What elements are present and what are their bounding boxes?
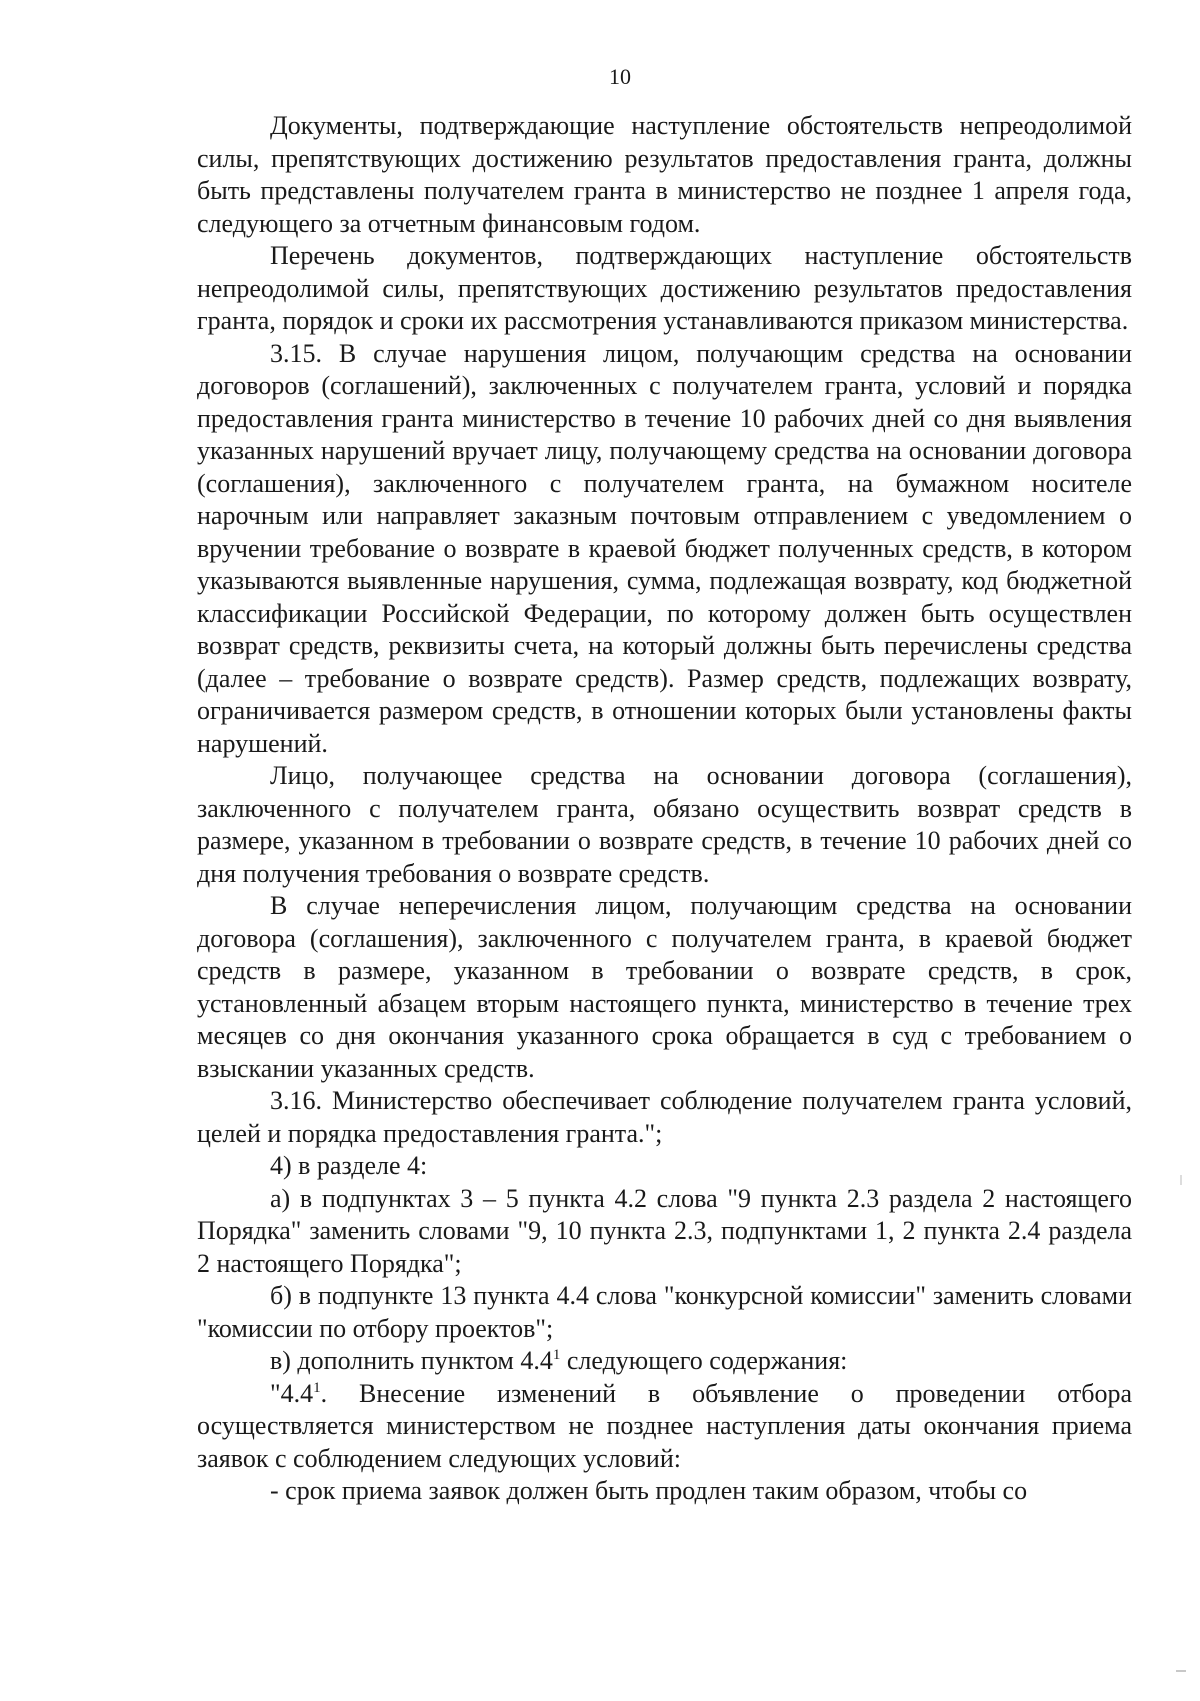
paragraph-item-a: а) в подпунктах 3 – 5 пункта 4.2 слова "9 пункта 2.3 раздела 2 настоящего Порядка" заменить словами "9, 10 пункта 2.3, подпунктами 1, 2 пункта 2.4 раздела 2 настоящего Порядка"; bbox=[197, 1183, 1132, 1278]
page-number: 10 bbox=[609, 64, 631, 89]
paragraph-item-v bbox=[197, 1345, 1132, 1378]
superscript-marker: 1 bbox=[313, 1379, 321, 1396]
paragraph-3-16: 3.16. Министерство обеспечивает соблюдение получателем гранта условий, целей и порядка предоставления гранта."; bbox=[197, 1086, 1132, 1148]
paragraph-force-majeure-documents: Документы, подтверждающие наступление обстоятельств непреодолимой силы, препятствующих достижению результатов предоставления гранта, должны быть представлены получателем гранта в министерство не позднее 1 апреля года, следующего за отчетным финансовым годом. bbox=[197, 111, 1132, 238]
paragraph-item-v-text: в) дополнить пунктом 4.4 bbox=[270, 1346, 553, 1375]
scan-artifact bbox=[1176, 1670, 1186, 1672]
paragraph-section-4: 4) в разделе 4: bbox=[270, 1151, 428, 1180]
paragraph-item-b: б) в подпункте 13 пункта 4.4 слова "конкурсной комиссии" заменить словами "комиссии по отбору проектов"; bbox=[197, 1281, 1132, 1343]
paragraph-4-4-1 bbox=[197, 1378, 1132, 1476]
paragraph-3-15: 3.15. В случае нарушения лицом, получающим средства на основании договоров (соглашений), заключенных с получателем гранта, условий и порядка предоставления гранта министерство в течение 10 рабочих дней со дня выявления указанных нарушений вручает лицу, получающему средства на основании договора (соглашения), заключенного с получателем гранта, на бумажном носителе нарочным или направляет заказным почтовым отправлением с уведомлением о вручении требование о возврате в краевой бюджет полученных средств, в котором указываются выявленные нарушения, сумма, подлежащая возврату, код бюджетной классификации Российской Федерации, по которому должен быть осуществлен возврат средств, реквизиты счета, на который должны быть перечислены средства (далее – требование о возврате средств). Размер средств, подлежащих возврату, ограничивается размером средств, в отношении которых были установлены факты нарушений. bbox=[197, 338, 1132, 758]
paragraph-court-claim: В случае неперечисления лицом, получающим средства на основании договора (соглашения), заключенного с получателем гранта, в краевой бюджет средств в размере, указанном в требовании о возврате средств, в срок, установленный абзацем вторым настоящего пункта, министерство в течение трех месяцев со дня окончания указанного срока обращается в суд с требованием о взыскании указанных средств. bbox=[197, 891, 1132, 1083]
scan-artifact bbox=[1180, 1175, 1182, 1185]
paragraph-documents-list: Перечень документов, подтверждающих наступление обстоятельств непреодолимой силы, препятствующих достижению результатов предоставления гранта, порядок и сроки их рассмотрения устанавливаются приказом министерства. bbox=[197, 241, 1132, 335]
paragraph-refund-obligation: Лицо, получающее средства на основании договора (соглашения), заключенного с получателем гранта, обязано осуществить возврат средств в размере, указанном в требовании о возврате средств, в течение 10 рабочих дней со дня получения требования о возврате средств. bbox=[197, 761, 1132, 888]
paragraph-item-v-tail: следующего содержания: bbox=[560, 1346, 848, 1375]
superscript-marker: 1 bbox=[552, 1347, 561, 1363]
paragraph-4-4-1-number: "4.4 bbox=[270, 1378, 314, 1408]
document-body bbox=[197, 110, 1132, 1508]
paragraph-4-4-1-text: . Внесение изменений в объявление о проведении отбора осуществляется министерством не позднее наступления даты окончания приема заявок с соблюдением следующих условий: bbox=[197, 1378, 1132, 1473]
paragraph-application-deadline: - срок приема заявок должен быть продлен таким образом, чтобы со bbox=[270, 1476, 1028, 1505]
